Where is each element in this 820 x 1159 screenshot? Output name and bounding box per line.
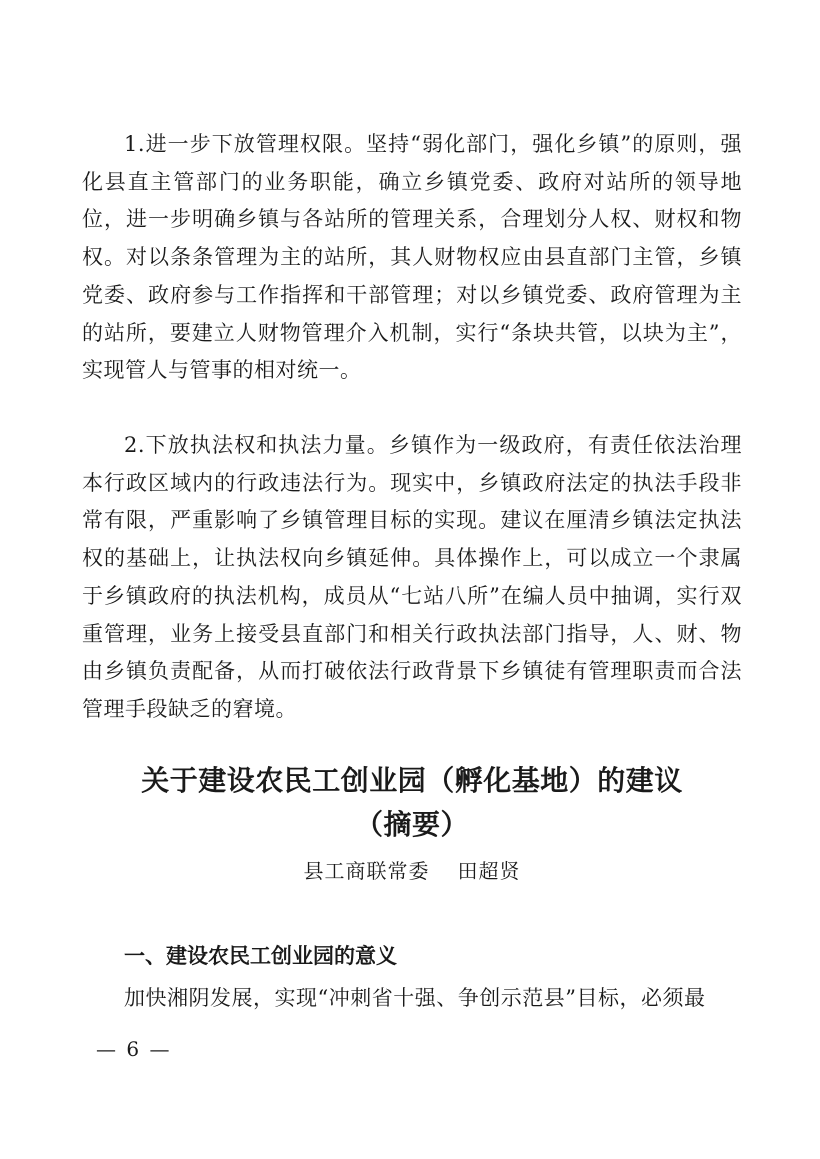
section-heading: 一、建设农民工创业园的意义 [124, 944, 397, 968]
article-subtitle: （摘要） [354, 808, 469, 841]
author-name: 田超贤 [457, 859, 521, 883]
paragraph-management-authority: 1.进一步下放管理权限。坚持“弱化部门，强化乡镇”的原则，强化县直主管部门的业务职能，确立乡镇党委、政府对站所的领导地位，进一步明确乡镇与各站所的管理关系，合理划分人权、财权和物权。对以条条管理为主的站所，其人财物权应由县直部门主管，乡镇党委、政府参与工作指挥和干部管理；对以乡镇党委、政府管理为主的站所，要建立人财物管理介入机制，实行“条块共管，以块为主”，实现管人与管事的相对统一。 [82, 132, 742, 383]
article-title: 关于建设农民工创业园（孵化基地）的建议 [141, 764, 683, 797]
paragraph-law-enforcement: 2.下放执法权和执法力量。乡镇作为一级政府，有责任依法治理本行政区域内的行政违法行为。现实中，乡镇政府法定的执法手段非常有限，严重影响了乡镇管理目标的实现。建议在厘清乡镇法定执法权的基础上，让执法权向乡镇延伸。具体操作上，可以成立一个隶属于乡镇政府的执法机构，成员从“七站八所”在编人员中抽调，实行双重管理，业务上接受县直部门和相关行政执法部门指导，人、财、物由乡镇负责配备，从而打破依法行政背景下乡镇徒有管理职责而合法管理手段缺乏的窘境。 [82, 433, 742, 721]
page-number: — 6 — [96, 1037, 172, 1061]
section-paragraph: 加快湘阴发展，实现“冲刺省十强、争创示范县”目标，必须最 [124, 986, 706, 1010]
author-organization: 县工商联常委 [303, 859, 430, 883]
author-line [82, 856, 742, 886]
